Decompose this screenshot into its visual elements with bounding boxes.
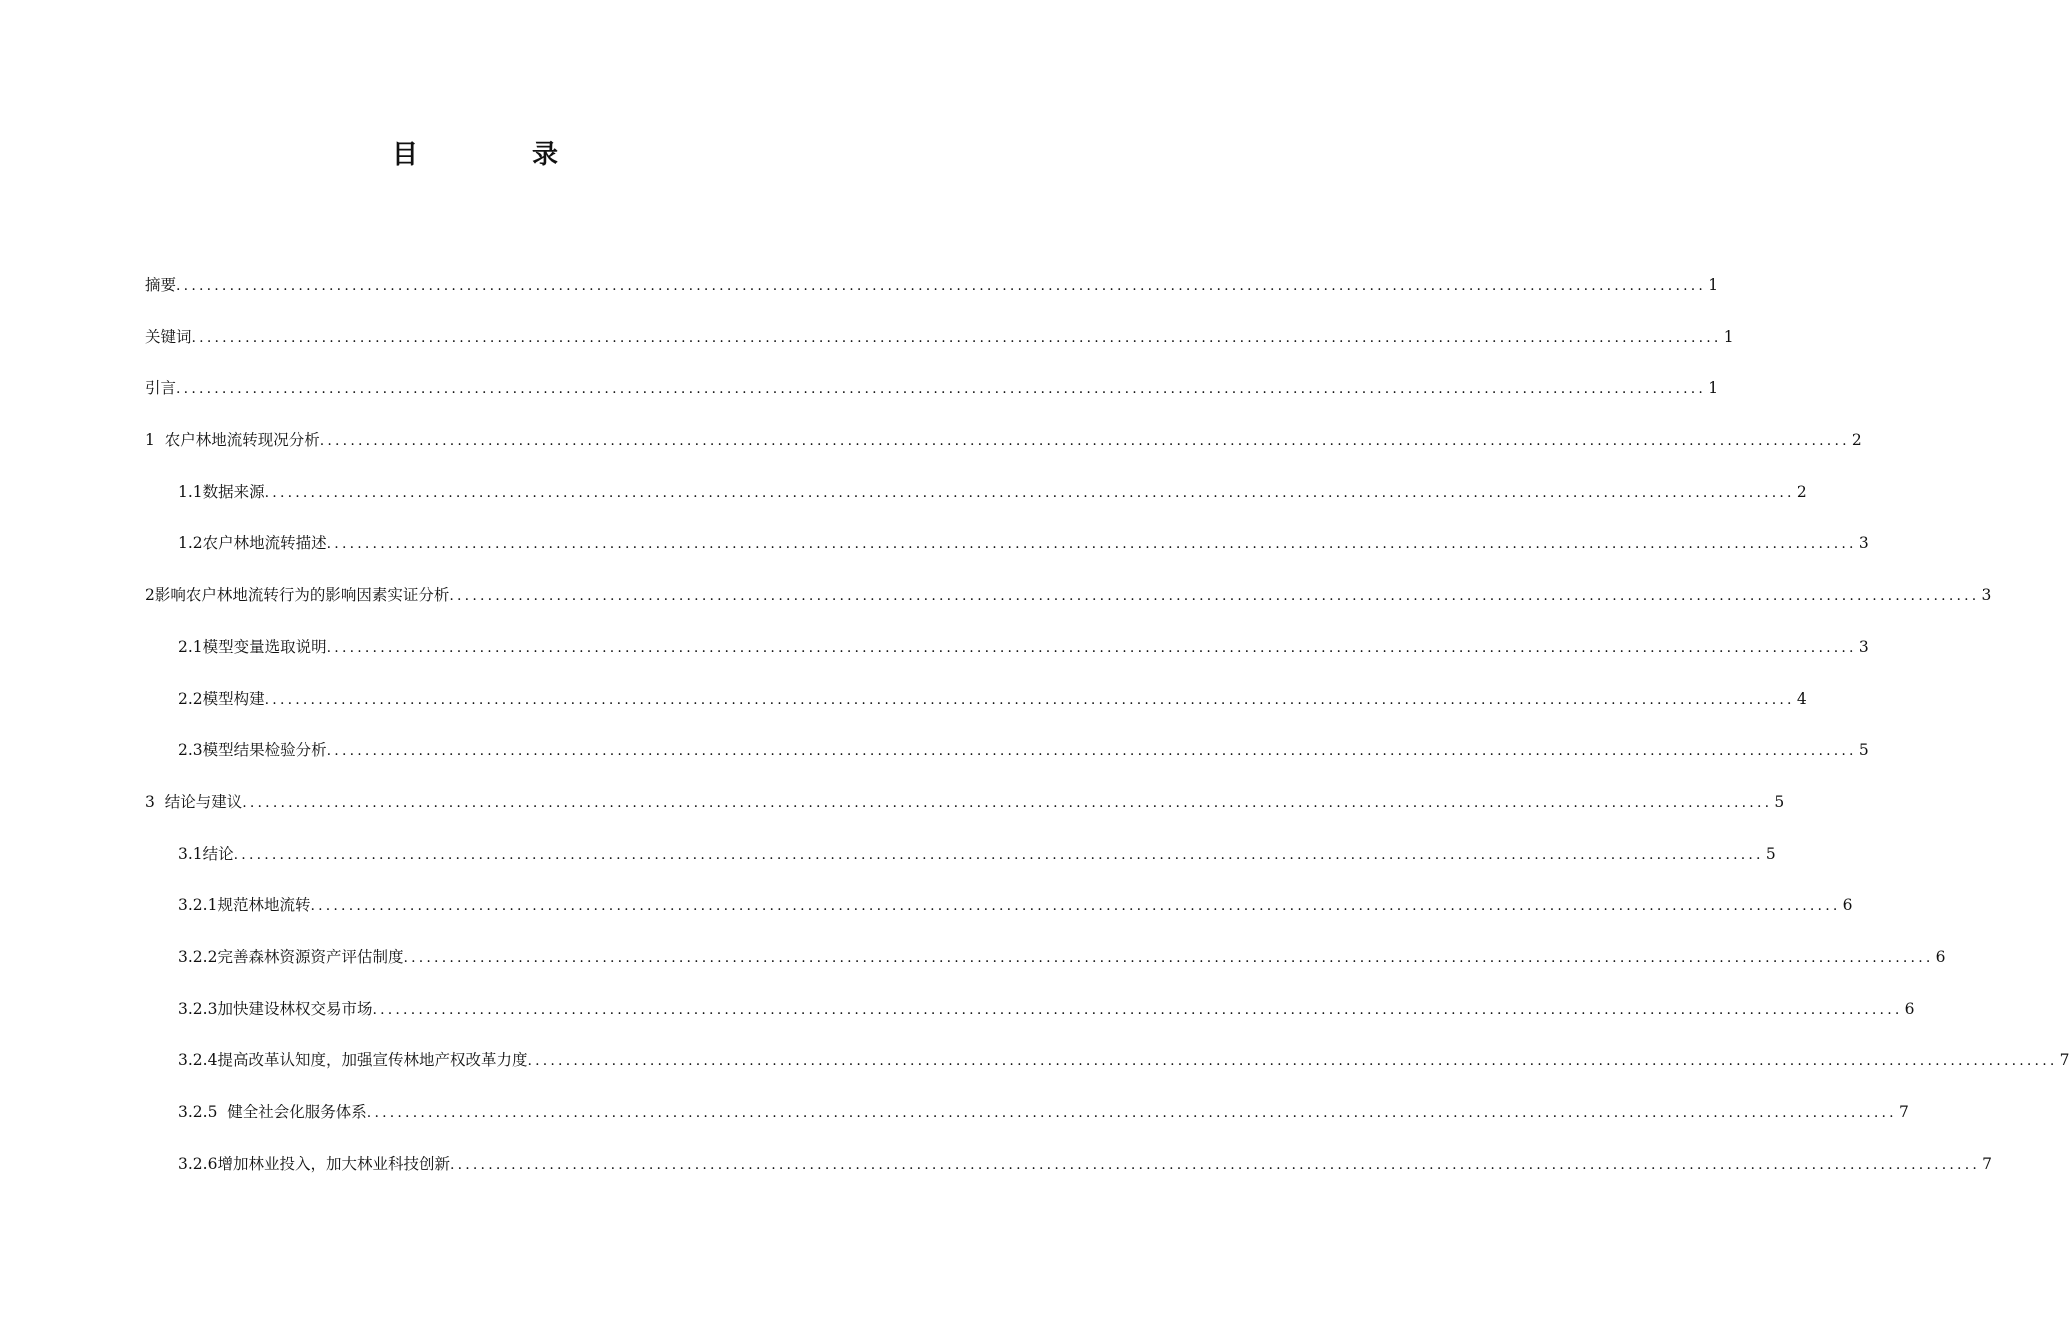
toc-dot-leader: ........................................................................................................................................................................................................ xyxy=(264,691,1795,708)
toc-entry[interactable] xyxy=(145,634,1869,686)
toc-entry-label: 2.1模型变量选取说明 xyxy=(178,637,327,656)
toc-entry[interactable] xyxy=(145,324,1734,376)
toc-dot-leader: ........................................................................................................................................................................................................ xyxy=(326,639,1857,656)
toc-dot-leader: ........................................................................................................................................................................................................ xyxy=(326,536,1857,553)
toc-entry[interactable] xyxy=(145,737,1869,789)
toc-entry[interactable] xyxy=(145,375,1719,427)
toc-dot-leader: ........................................................................................................................................................................................................ xyxy=(319,433,1850,450)
toc-entry[interactable] xyxy=(145,686,1807,738)
toc-entry-label: 2.2模型构建 xyxy=(178,689,265,708)
toc-entry-label: 3.2.5 健全社会化服务体系 xyxy=(178,1103,367,1121)
toc-entry-label: 引言 xyxy=(145,379,177,398)
toc-entry-page-number: 6 xyxy=(1904,999,1915,1018)
toc-dot-leader: ........................................................................................................................................................................................................ xyxy=(527,1053,2058,1070)
toc-dot-leader: ........................................................................................................................................................................................................ xyxy=(233,846,1764,863)
toc-entry-label: 2影响农户林地流转行为的影响因素实证分析 xyxy=(145,586,450,605)
toc-entry-page-number: 3 xyxy=(1858,534,1869,553)
toc-entry-page-number: 6 xyxy=(1935,947,1946,966)
toc-dot-leader: ........................................................................................................................................................................................................ xyxy=(449,1156,1980,1173)
toc-entry-label: 3.1结论 xyxy=(178,844,234,863)
toc-entry[interactable] xyxy=(145,892,1853,944)
toc-entry-page-number: 1 xyxy=(1708,276,1719,294)
toc-entry-page-number: 5 xyxy=(1765,844,1776,863)
toc-entry-page-number: 7 xyxy=(2059,1051,2070,1070)
toc-entry-label: 2.3模型结果检验分析 xyxy=(178,741,327,760)
toc-entry[interactable] xyxy=(145,944,1946,996)
toc-entry-page-number: 7 xyxy=(1898,1103,1909,1121)
toc-entry-label: 3.2.6增加林业投入，加大林业科技创新 xyxy=(178,1154,450,1173)
toc-entry[interactable] xyxy=(145,427,1862,479)
toc-entry-page-number: 1 xyxy=(1723,327,1734,346)
toc-entry-label: 3.2.3加快建设林权交易市场 xyxy=(178,999,373,1018)
toc-entry[interactable] xyxy=(145,789,1785,841)
toc-entry-label: 摘要 xyxy=(145,276,177,294)
toc-dot-leader: ........................................................................................................................................................................................................ xyxy=(176,381,1707,398)
toc-entry-page-number: 1 xyxy=(1708,379,1719,398)
toc-dot-leader: ........................................................................................................................................................................................................ xyxy=(449,588,1980,605)
toc-entry-page-number: 5 xyxy=(1774,792,1785,811)
toc-dot-leader: ........................................................................................................................................................................................................ xyxy=(176,278,1707,294)
toc-dot-leader: ........................................................................................................................................................................................................ xyxy=(191,329,1722,346)
toc-entry-label: 3.2.2完善森林资源资产评估制度 xyxy=(178,947,404,966)
toc-entry-page-number: 3 xyxy=(1858,637,1869,656)
toc-entry[interactable] xyxy=(145,1099,1909,1151)
toc-entry[interactable] xyxy=(145,1151,1992,1203)
toc-entry-page-number: 6 xyxy=(1842,896,1853,915)
toc-dot-leader: ........................................................................................................................................................................................................ xyxy=(310,898,1841,915)
toc-dot-leader: ........................................................................................................................................................................................................ xyxy=(242,794,1773,811)
table-of-contents xyxy=(145,272,2070,1202)
toc-dot-leader: ........................................................................................................................................................................................................ xyxy=(366,1105,1897,1121)
toc-dot-leader: ........................................................................................................................................................................................................ xyxy=(403,949,1934,966)
toc-entry-label: 3.2.4提高改革认知度，加强宣传林地产权改革力度 xyxy=(178,1051,528,1070)
toc-dot-leader: ........................................................................................................................................................................................................ xyxy=(372,1001,1903,1018)
toc-entry-label: 1 农户林地流转现况分析 xyxy=(145,431,320,450)
toc-entry-label: 3.2.1规范林地流转 xyxy=(178,896,311,915)
toc-entry[interactable] xyxy=(145,1047,2070,1099)
toc-entry-page-number: 4 xyxy=(1796,689,1807,708)
toc-entry-label: 1.1数据来源 xyxy=(178,482,265,501)
toc-entry[interactable] xyxy=(145,582,1992,634)
toc-entry[interactable] xyxy=(145,841,1776,893)
toc-dot-leader: ........................................................................................................................................................................................................ xyxy=(264,484,1795,501)
toc-entry-label: 关键词 xyxy=(145,327,192,346)
toc-entry-label: 1.2农户林地流转描述 xyxy=(178,534,327,553)
toc-entry-label: 3 结论与建议 xyxy=(145,792,243,811)
toc-entry[interactable] xyxy=(145,996,1915,1048)
toc-entry-page-number: 5 xyxy=(1858,741,1869,760)
toc-entry[interactable] xyxy=(145,530,1869,582)
toc-entry[interactable] xyxy=(145,272,1719,324)
toc-dot-leader: ........................................................................................................................................................................................................ xyxy=(326,743,1857,760)
toc-entry-page-number: 7 xyxy=(1982,1154,1992,1173)
toc-entry[interactable] xyxy=(145,479,1807,531)
toc-entry-page-number: 2 xyxy=(1796,482,1807,501)
toc-entry-page-number: 3 xyxy=(1981,586,1992,605)
page-title: 目 录 xyxy=(391,140,602,170)
toc-entry-page-number: 2 xyxy=(1851,431,1862,450)
